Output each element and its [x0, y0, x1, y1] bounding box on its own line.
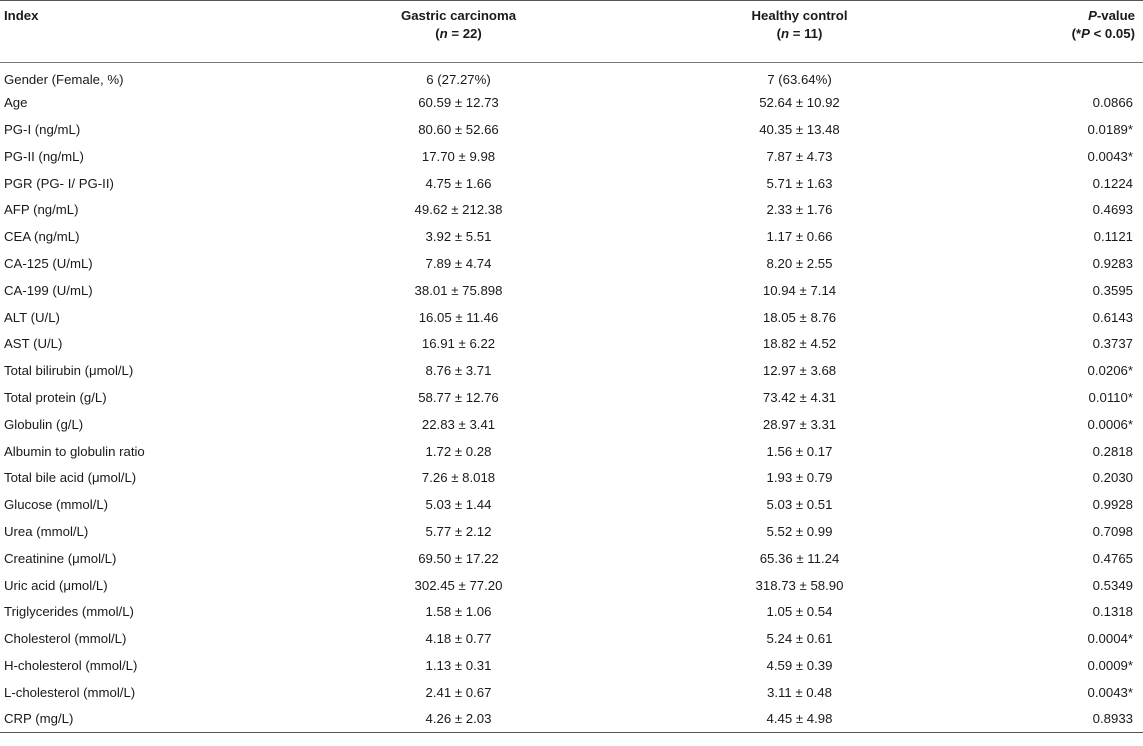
cell-healthy-control: 318.73 ± 58.90	[755, 577, 844, 593]
header-p-note-rest: < 0.05)	[1089, 26, 1135, 41]
cell-index: Total bilirubin (μmol/L)	[4, 363, 134, 379]
table-row	[0, 196, 1143, 223]
cell-gastric-carcinoma: 5.77 ± 2.12	[425, 523, 492, 539]
cell-gastric-carcinoma: 17.70 ± 9.98	[421, 148, 496, 164]
cell-p-value: 0.0043*	[1087, 148, 1133, 164]
cell-gastric-carcinoma: 80.60 ± 52.66	[418, 121, 499, 137]
cell-index: Triglycerides (mmol/L)	[4, 604, 134, 620]
table-row	[0, 63, 1143, 90]
header-p-letter: P	[1088, 8, 1097, 23]
cell-index: Total protein (g/L)	[4, 389, 107, 405]
cell-healthy-control: 1.05 ± 0.54	[766, 604, 833, 620]
table-row	[0, 277, 1143, 304]
table-row	[0, 170, 1143, 197]
cell-p-value	[972, 63, 1143, 90]
cell-gastric-carcinoma: 4.18 ± 0.77	[425, 631, 492, 647]
cell-index: Glucose (mmol/L)	[4, 497, 109, 513]
cell-p-value: 0.1318	[1092, 604, 1133, 620]
header-gastric-n-var: n	[439, 26, 448, 41]
table-row	[0, 679, 1143, 706]
cell-gastric-carcinoma: 1.58 ± 1.06	[425, 604, 492, 620]
cell-gastric-carcinoma: 302.45 ± 77.20	[414, 577, 503, 593]
cell-gastric-carcinoma: 3.92 ± 5.51	[425, 229, 492, 245]
header-p-note-prefix: (*	[1071, 26, 1082, 41]
cell-healthy-control: 52.64 ± 10.92	[759, 95, 840, 111]
cell-p-value: 0.0110*	[1088, 389, 1133, 405]
cell-p-value: 0.8933	[972, 706, 1143, 733]
cell-index: PG-I (ng/mL)	[4, 121, 81, 137]
cell-gastric-carcinoma: 69.50 ± 17.22	[418, 550, 499, 566]
header-gastric-name: Gastric carcinoma	[400, 8, 517, 23]
table-row	[0, 116, 1143, 143]
cell-index: CA-199 (U/mL)	[4, 282, 93, 298]
table-row	[0, 250, 1143, 277]
table-row	[0, 598, 1143, 625]
cell-p-value: 0.0866	[1092, 95, 1133, 111]
cell-healthy-control: 18.82 ± 4.52	[762, 336, 837, 352]
header-index-label: Index	[4, 8, 39, 23]
table-row	[0, 89, 1143, 116]
cell-index: CEA (ng/mL)	[4, 229, 80, 245]
header-index	[0, 1, 290, 63]
cell-p-value: 0.7098	[1092, 523, 1133, 539]
cell-gastric-carcinoma: 4.75 ± 1.66	[425, 175, 492, 191]
cell-index: AFP (ng/mL)	[4, 202, 79, 218]
table-row	[0, 625, 1143, 652]
cell-p-value: 0.3737	[1092, 336, 1133, 352]
table-header	[0, 1, 1143, 63]
cell-p-value: 0.0043*	[1087, 684, 1133, 700]
cell-healthy-control: 28.97 ± 3.31	[762, 416, 837, 432]
cell-index: Albumin to globulin ratio	[4, 443, 145, 459]
cell-index: Globulin (g/L)	[4, 416, 84, 432]
cell-p-value: 0.2818	[1092, 443, 1133, 459]
cell-healthy-control: 7 (63.64%)	[767, 71, 832, 87]
table-row	[0, 545, 1143, 572]
cell-healthy-control: 1.56 ± 0.17	[766, 443, 833, 459]
cell-healthy-control: 1.93 ± 0.79	[766, 470, 833, 486]
header-row	[0, 1, 1143, 63]
cell-p-value: 0.9283	[1092, 255, 1133, 271]
cell-index: CRP (mg/L)	[0, 706, 290, 733]
cell-gastric-carcinoma: 7.89 ± 4.74	[425, 255, 492, 271]
cell-gastric-carcinoma: 8.76 ± 3.71	[425, 363, 492, 379]
cell-gastric-carcinoma: 2.41 ± 0.67	[425, 684, 492, 700]
cell-index: PG-II (ng/mL)	[4, 148, 84, 164]
cell-healthy-control: 7.87 ± 4.73	[766, 148, 833, 164]
header-healthy-control	[627, 1, 972, 63]
cell-index: PGR (PG- I/ PG-II)	[4, 175, 114, 191]
table-row	[0, 411, 1143, 438]
cell-healthy-control: 2.33 ± 1.76	[766, 202, 833, 218]
cell-p-value: 0.0006*	[1087, 416, 1133, 432]
cell-healthy-control: 5.52 ± 0.99	[766, 523, 833, 539]
cell-index: Age	[4, 95, 28, 111]
cell-p-value: 0.0004*	[1087, 631, 1133, 647]
cell-p-value: 0.4693	[1092, 202, 1133, 218]
header-p-rest: -value	[1096, 8, 1135, 23]
cell-index: Urea (mmol/L)	[4, 523, 89, 539]
cell-gastric-carcinoma: 60.59 ± 12.73	[418, 95, 499, 111]
table-row	[0, 706, 1143, 733]
cell-gastric-carcinoma: 6 (27.27%)	[426, 71, 491, 87]
cell-healthy-control: 12.97 ± 3.68	[762, 363, 837, 379]
cell-gastric-carcinoma: 1.72 ± 0.28	[425, 443, 492, 459]
cell-healthy-control: 8.20 ± 2.55	[766, 255, 833, 271]
cell-p-value: 0.0189*	[1087, 121, 1133, 137]
cell-p-value: 0.2030	[1092, 470, 1133, 486]
table-row	[0, 143, 1143, 170]
cell-gastric-carcinoma: 1.13 ± 0.31	[425, 657, 492, 673]
cell-index: L-cholesterol (mmol/L)	[4, 684, 136, 700]
cell-healthy-control: 18.05 ± 8.76	[762, 309, 837, 325]
cell-gastric-carcinoma: 16.91 ± 6.22	[421, 336, 496, 352]
cell-index: ALT (U/L)	[4, 309, 60, 325]
cell-p-value: 0.3595	[1092, 282, 1133, 298]
header-p-note-letter: P	[1081, 26, 1090, 41]
table-row	[0, 304, 1143, 331]
table-row	[0, 438, 1143, 465]
cell-gastric-carcinoma: 58.77 ± 12.76	[418, 389, 499, 405]
cell-p-value: 0.5349	[1092, 577, 1133, 593]
header-healthy-name: Healthy control	[751, 8, 848, 23]
cell-gastric-carcinoma: 7.26 ± 8.018	[421, 470, 496, 486]
header-healthy-n-value: = 11)	[789, 26, 823, 41]
cell-index: CA-125 (U/mL)	[4, 255, 93, 271]
cell-healthy-control: 1.17 ± 0.66	[766, 229, 833, 245]
cell-gastric-carcinoma: 4.26 ± 2.03	[290, 706, 627, 733]
cell-p-value: 0.4765	[1092, 550, 1133, 566]
cell-healthy-control: 4.45 ± 4.98	[627, 706, 972, 733]
cell-healthy-control: 73.42 ± 4.31	[762, 389, 837, 405]
table-row	[0, 357, 1143, 384]
cell-index: Gender (Female, %)	[4, 71, 124, 87]
header-gastric-carcinoma	[290, 1, 627, 63]
table-row	[0, 572, 1143, 599]
cell-gastric-carcinoma: 38.01 ± 75.898	[414, 282, 503, 298]
cell-healthy-control: 5.24 ± 0.61	[766, 631, 833, 647]
cell-p-value: 0.1224	[1092, 175, 1133, 191]
table-row	[0, 330, 1143, 357]
cell-index: AST (U/L)	[4, 336, 63, 352]
cell-healthy-control: 3.11 ± 0.48	[767, 684, 832, 700]
header-gastric-n-value: = 22)	[447, 26, 482, 41]
table-body	[0, 63, 1143, 733]
cell-gastric-carcinoma: 16.05 ± 11.46	[418, 309, 499, 325]
cell-healthy-control: 40.35 ± 13.48	[759, 121, 840, 137]
cell-healthy-control: 5.03 ± 0.51	[766, 497, 833, 513]
cell-index: H-cholesterol (mmol/L)	[4, 657, 138, 673]
cell-index: Creatinine (μmol/L)	[4, 550, 117, 566]
cell-index: Cholesterol (mmol/L)	[4, 631, 127, 647]
table-row	[0, 652, 1143, 679]
cell-p-value: 0.0009*	[1087, 657, 1133, 673]
cell-p-value: 0.0206*	[1087, 363, 1133, 379]
header-p-value	[972, 1, 1143, 63]
cell-gastric-carcinoma: 5.03 ± 1.44	[425, 497, 492, 513]
cell-index: Uric acid (μmol/L)	[4, 577, 108, 593]
header-healthy-n-var: n	[780, 26, 790, 41]
cell-healthy-control: 4.59 ± 0.39	[766, 657, 833, 673]
header-healthy-n-prefix: (	[776, 26, 781, 41]
table-row	[0, 464, 1143, 491]
table-row	[0, 223, 1143, 250]
cell-p-value: 0.1121	[1093, 229, 1133, 245]
cell-healthy-control: 10.94 ± 7.14	[762, 282, 837, 298]
table-row	[0, 518, 1143, 545]
cell-index: Total bile acid (μmol/L)	[4, 470, 137, 486]
table-row	[0, 384, 1143, 411]
cell-healthy-control: 65.36 ± 11.24	[759, 550, 840, 566]
table-row	[0, 491, 1143, 518]
cell-gastric-carcinoma: 49.62 ± 212.38	[414, 202, 503, 218]
cell-p-value: 0.6143	[1092, 309, 1133, 325]
cell-healthy-control: 5.71 ± 1.63	[766, 175, 833, 191]
cell-gastric-carcinoma: 22.83 ± 3.41	[421, 416, 496, 432]
cell-p-value: 0.9928	[1092, 497, 1133, 513]
header-gastric-n-prefix: (	[435, 26, 440, 41]
